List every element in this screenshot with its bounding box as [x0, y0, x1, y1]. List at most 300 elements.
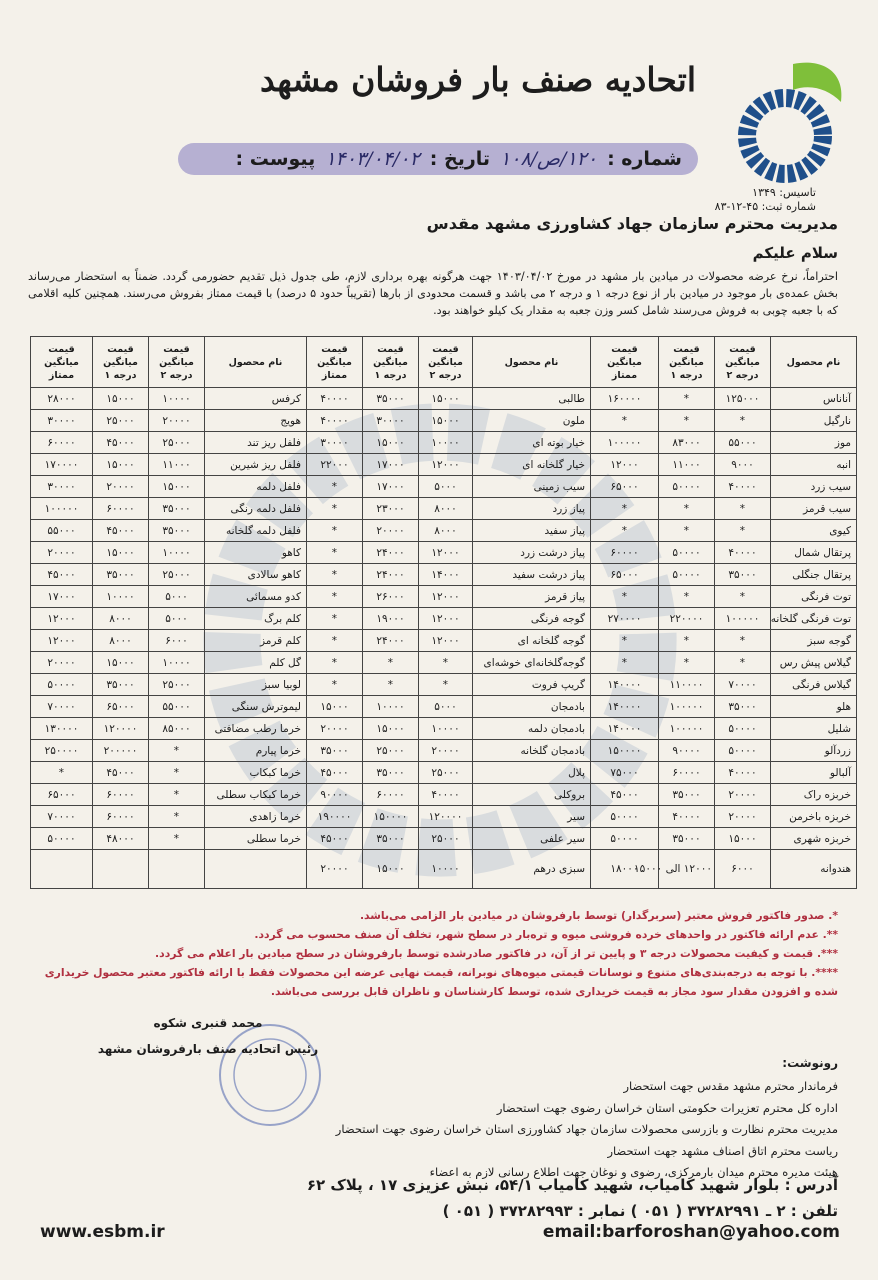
- price-cell: ۱۴۰۰۰۰: [591, 696, 659, 718]
- price-cell: ۵۰۰۰: [149, 586, 205, 608]
- product-name-cell: پرتقال جنگلی: [771, 564, 857, 586]
- table-row: [31, 476, 857, 498]
- product-name-cell: لوبیا سبز: [205, 674, 307, 696]
- product-name-cell: سیر علفی: [473, 828, 591, 850]
- table-row: [31, 762, 857, 784]
- price-cell: ۱۲۰۰۰: [31, 630, 93, 652]
- price-cell: ۱۰۰۰۰: [419, 432, 473, 454]
- price-cell: ۱۰۰۰۰: [93, 586, 149, 608]
- product-name-cell: خیار بوته ای: [473, 432, 591, 454]
- price-cell: *: [307, 608, 363, 630]
- table-row: [31, 608, 857, 630]
- price-cell: ۳۵۰۰۰: [715, 564, 771, 586]
- product-name-cell: طالبی: [473, 388, 591, 410]
- product-name-cell: سیر: [473, 806, 591, 828]
- price-cell: ۲۰۰۰۰: [307, 718, 363, 740]
- price-cell: ۷۰۰۰۰: [31, 696, 93, 718]
- price-cell: *: [659, 498, 715, 520]
- price-cell: ۴۵۰۰۰: [31, 564, 93, 586]
- price-cell: ۴۰۰۰۰: [715, 542, 771, 564]
- letter-body: احتراماً، نرخ عرضه محصولات در میادین بار مشهد در مورخ ۱۴۰۳/۰۴/۰۲ جهت هرگونه بهره برداری لازم، طی جدول ذیل تقدیم حضورمی گردد. ضمناً به استحضار می‌رساند بخش عمده‌ی بار موجود در میادین بار از نوع درجه ۱ و درجه ۲ می باشد و قسمت محدودی از بارها (تقریباً حدود ۵ درصد) با قیمت ممتاز بفروش می‌رسند. همچنین کلیه اقلامی که با جعبه چوبی به فروش می‌رسند شامل کسر وزن جعبه به مقدار یک کیلو خواهند بود.: [28, 270, 838, 317]
- price-cell: ۱۵۰۰۰: [93, 388, 149, 410]
- price-cell: ۲۷۰۰۰۰: [591, 608, 659, 630]
- price-cell: *: [149, 828, 205, 850]
- price-cell: ۱۵۰۰۰: [419, 388, 473, 410]
- table-row: [31, 410, 857, 432]
- price-cell: ۶۰۰۰۰: [93, 806, 149, 828]
- cc-list: [138, 1076, 838, 1184]
- product-name-cell: کیوی: [771, 520, 857, 542]
- product-name-cell: فلفل دلمه گلخانه: [205, 520, 307, 542]
- price-cell: ۲۴۰۰۰: [363, 564, 419, 586]
- header-name: نام محصول: [205, 337, 307, 388]
- product-name-cell: سبزی درهم: [473, 850, 591, 889]
- price-cell: ۱۰۰۰۰: [149, 652, 205, 674]
- price-cell: *: [363, 652, 419, 674]
- product-name-cell: خربزه شهری: [771, 828, 857, 850]
- price-cell: [149, 850, 205, 889]
- header-name: نام محصول: [771, 337, 857, 388]
- price-cell: ۱۶۰۰۰۰: [591, 388, 659, 410]
- table-row: [31, 652, 857, 674]
- reference-banner: [178, 143, 698, 175]
- price-cell: *: [307, 564, 363, 586]
- table-row: [31, 432, 857, 454]
- price-cell: *: [591, 652, 659, 674]
- signer-name: محمد قنبری شکوه: [153, 1016, 263, 1030]
- price-cell: ۵۰۰۰۰: [591, 828, 659, 850]
- product-name-cell: فلفل دلمه: [205, 476, 307, 498]
- product-name-cell: آلبالو: [771, 762, 857, 784]
- price-cell: ۷۰۰۰۰: [715, 674, 771, 696]
- product-name-cell: بادمجان دلمه: [473, 718, 591, 740]
- price-cell: ۵۵۰۰۰: [715, 432, 771, 454]
- price-cell: ۱۸۰۰۰: [591, 850, 659, 889]
- price-cell: ۱۵۰۰۰: [363, 718, 419, 740]
- price-cell: ۵۰۰۰۰: [659, 476, 715, 498]
- price-cell: *: [659, 630, 715, 652]
- price-cell: ۲۵۰۰۰: [419, 828, 473, 850]
- product-name-cell: خربزه راک: [771, 784, 857, 806]
- product-name-cell: بروکلی: [473, 784, 591, 806]
- footer-web: [40, 1222, 840, 1242]
- price-cell: ۲۲۰۰۰۰: [659, 608, 715, 630]
- price-cell: ۱۰۰۰۰: [149, 388, 205, 410]
- price-cell: *: [591, 586, 659, 608]
- product-name-cell: خرما کبکاب: [205, 762, 307, 784]
- product-name-cell: بادمجان گلخانه: [473, 740, 591, 762]
- header-g2: قیمت میانگین درجه ۲: [149, 337, 205, 388]
- header-premium: قیمت میانگین ممتاز: [307, 337, 363, 388]
- price-cell: ۱۳۰۰۰۰: [31, 718, 93, 740]
- product-name-cell: توت فرنگی: [771, 586, 857, 608]
- price-cell: ۳۰۰۰۰: [307, 432, 363, 454]
- table-row: [31, 850, 857, 889]
- price-cell: ۴۵۰۰۰: [93, 762, 149, 784]
- price-cell: ۶۰۰۰۰: [31, 432, 93, 454]
- price-cell: ۸۰۰۰: [419, 520, 473, 542]
- price-cell: ۳۵۰۰۰: [93, 564, 149, 586]
- price-cell: *: [715, 586, 771, 608]
- product-name-cell: نارگیل: [771, 410, 857, 432]
- product-name-cell: پلال: [473, 762, 591, 784]
- price-cell: ۲۵۰۰۰: [93, 410, 149, 432]
- price-cell: *: [307, 586, 363, 608]
- price-cell: ۴۰۰۰۰: [659, 806, 715, 828]
- price-cell: ۱۵۰۰۰۰: [591, 740, 659, 762]
- price-cell: ۱۲۰۰۰: [31, 608, 93, 630]
- price-cell: *: [591, 630, 659, 652]
- price-cell: ۱۰۰۰۰: [419, 718, 473, 740]
- header-g2: قیمت میانگین درجه ۲: [419, 337, 473, 388]
- price-cell: *: [307, 520, 363, 542]
- price-cell: ۵۰۰۰۰: [31, 828, 93, 850]
- price-cell: ۱۲۰۰۰۰: [419, 806, 473, 828]
- product-name-cell: انبه: [771, 454, 857, 476]
- footnotes: [18, 906, 838, 1001]
- price-cell: *: [31, 762, 93, 784]
- product-name-cell: خرما زاهدی: [205, 806, 307, 828]
- price-cell: ۲۰۰۰۰: [31, 542, 93, 564]
- product-name-cell: گوجه سبز: [771, 630, 857, 652]
- price-cell: ۲۸۰۰۰: [31, 388, 93, 410]
- price-cell: ۲۰۰۰۰: [149, 410, 205, 432]
- price-cell: *: [715, 652, 771, 674]
- price-cell: ۱۲۰۰۰: [591, 454, 659, 476]
- price-cell: ۲۰۰۰۰: [715, 784, 771, 806]
- price-cell: *: [149, 784, 205, 806]
- price-cell: ۱۵۰۰۰: [149, 476, 205, 498]
- price-cell: ۸۳۰۰۰: [659, 432, 715, 454]
- price-cell: *: [307, 498, 363, 520]
- product-name-cell: هلو: [771, 696, 857, 718]
- price-cell: ۴۵۰۰۰: [591, 784, 659, 806]
- price-cell: ۵۵۰۰۰: [149, 696, 205, 718]
- price-cell: ۴۰۰۰۰: [715, 762, 771, 784]
- price-cell: *: [307, 652, 363, 674]
- product-name-cell: سیب زمینی: [473, 476, 591, 498]
- product-name-cell: گوجه‌گلخانه‌ای خوشه‌ای: [473, 652, 591, 674]
- table-row: [31, 740, 857, 762]
- price-cell: ۱۱۰۰۰: [149, 454, 205, 476]
- signer-role: رئیس اتحادیه صنف بارفروشان مشهد: [97, 1042, 319, 1056]
- product-name-cell: هندوانه: [771, 850, 857, 889]
- product-name-cell: خرما کبکاب سطلی: [205, 784, 307, 806]
- price-cell: ۶۵۰۰۰: [93, 696, 149, 718]
- product-name-cell: پیاز درشت سفید: [473, 564, 591, 586]
- table-row: [31, 564, 857, 586]
- footer-contact: [38, 1172, 838, 1224]
- price-cell: ۳۰۰۰۰: [363, 410, 419, 432]
- number-label: شماره :: [607, 148, 682, 170]
- price-cell: ۴۰۰۰۰: [307, 410, 363, 432]
- price-cell: *: [307, 630, 363, 652]
- price-cell: ۲۵۰۰۰: [149, 564, 205, 586]
- price-cell: ۶۰۰۰۰: [93, 784, 149, 806]
- price-cell: ۱۵۰۰۰: [93, 542, 149, 564]
- price-cell: ۳۵۰۰۰: [307, 740, 363, 762]
- product-name-cell: زردآلو: [771, 740, 857, 762]
- product-name-cell: گل کلم: [205, 652, 307, 674]
- price-cell: ۲۴۰۰۰: [363, 542, 419, 564]
- price-cell: *: [419, 652, 473, 674]
- price-cell: *: [307, 542, 363, 564]
- table-row: [31, 542, 857, 564]
- price-cell: ۱۵۰۰۰: [715, 828, 771, 850]
- price-cell: ۶۰۰۰: [149, 630, 205, 652]
- price-cell: ۱۰۰۰۰: [149, 542, 205, 564]
- table-row: [31, 454, 857, 476]
- product-name-cell: پیاز زرد: [473, 498, 591, 520]
- price-cell: ۱۰۰۰۰۰: [591, 432, 659, 454]
- price-cell: ۶۰۰۰۰: [591, 542, 659, 564]
- number-value: ۱۲۰/ص/۱۰۸: [500, 148, 598, 170]
- attach-label: پیوست :: [235, 148, 316, 170]
- price-cell: ۱۰۰۰۰: [419, 850, 473, 889]
- price-cell: *: [419, 674, 473, 696]
- product-name-cell: خرما رطب مضافتی: [205, 718, 307, 740]
- product-name-cell: گیلاس فرنگی: [771, 674, 857, 696]
- price-cell: ۱۰۰۰۰۰: [715, 608, 771, 630]
- price-cell: ۶۵۰۰۰: [31, 784, 93, 806]
- price-cell: ۱۴۰۰۰۰: [591, 674, 659, 696]
- price-cell: ۴۰۰۰۰: [307, 388, 363, 410]
- price-cell: ۹۰۰۰: [715, 454, 771, 476]
- price-cell: *: [659, 520, 715, 542]
- price-cell: ۱۵۰۰۰: [93, 454, 149, 476]
- email-link[interactable]: email:barforoshan@yahoo.com: [542, 1222, 840, 1242]
- price-cell: ۲۵۰۰۰: [363, 740, 419, 762]
- cc-line: فرماندار محترم مشهد مقدس جهت استحضار: [623, 1079, 838, 1093]
- product-name-cell: فلفل ریز شیرین: [205, 454, 307, 476]
- price-cell: ۵۰۰۰۰: [659, 542, 715, 564]
- date-label: تاریخ :: [429, 148, 491, 170]
- price-cell: ۸۰۰۰: [419, 498, 473, 520]
- product-name-cell: [205, 850, 307, 889]
- product-name-cell: شلیل: [771, 718, 857, 740]
- price-cell: ۱۵۰۰۰۰: [363, 806, 419, 828]
- price-cell: ۸۰۰۰: [93, 630, 149, 652]
- price-cell: ۱۷۰۰۰: [31, 586, 93, 608]
- note-2: **. عدم ارائه فاکتور در واحدهای خرده فروشی میوه و تره‌بار در سطح شهر، تخلف آن صنف محسوب می گردد.: [254, 928, 838, 941]
- price-cell: *: [307, 674, 363, 696]
- table-header-row: [31, 337, 857, 388]
- cc-line: ریاست محترم اتاق اصناف مشهد جهت استحضار: [607, 1143, 838, 1158]
- price-cell: ۱۲۰۰۰: [419, 630, 473, 652]
- product-name-cell: خیار گلخانه ای: [473, 454, 591, 476]
- product-name-cell: گیلاس پیش رس: [771, 652, 857, 674]
- product-name-cell: پیاز قرمز: [473, 586, 591, 608]
- price-cell: *: [659, 388, 715, 410]
- product-name-cell: هویج: [205, 410, 307, 432]
- price-cell: ۲۰۰۰۰: [363, 520, 419, 542]
- product-name-cell: لیموترش سنگی: [205, 696, 307, 718]
- price-cell: ۳۵۰۰۰: [659, 784, 715, 806]
- price-cell: ۱۹۰۰۰: [363, 608, 419, 630]
- product-name-cell: فلفل دلمه رنگی: [205, 498, 307, 520]
- price-cell: ۴۸۰۰۰: [93, 828, 149, 850]
- product-name-cell: ملون: [473, 410, 591, 432]
- price-cell: ۴۰۰۰۰: [715, 476, 771, 498]
- price-cell: ۵۰۰۰: [419, 696, 473, 718]
- product-name-cell: کلم قرمز: [205, 630, 307, 652]
- price-cell: *: [307, 476, 363, 498]
- price-cell: ۳۵۰۰۰: [149, 498, 205, 520]
- price-cell: ۱۵۰۰۰: [419, 410, 473, 432]
- price-cell: ۲۶۰۰۰: [363, 586, 419, 608]
- price-cell: *: [715, 498, 771, 520]
- price-cell: ۱۴۰۰۰: [419, 564, 473, 586]
- table-row: [31, 630, 857, 652]
- price-cell: ۲۰۰۰۰: [307, 850, 363, 889]
- price-cell: ۵۰۰۰: [149, 608, 205, 630]
- product-name-cell: کاهو: [205, 542, 307, 564]
- footer-address: آدرس : بلوار شهید کامیاب، شهید کامیاب ۵۴/۱، نبش عزیزی ۱۷ ، پلاک ۶۲: [306, 1176, 838, 1194]
- note-1: *. صدور فاکتور فروش معتبر (سربرگدار) توسط بارفروشان در میادین بار الزامی می‌باشد.: [359, 909, 838, 922]
- price-cell: ۶۰۰۰۰: [93, 498, 149, 520]
- table-row: [31, 388, 857, 410]
- price-cell: [93, 850, 149, 889]
- price-cell: ۱۷۰۰۰۰: [31, 454, 93, 476]
- table-row: [31, 498, 857, 520]
- date-value: ۱۴۰۳/۰۴/۰۲: [325, 148, 420, 170]
- price-cell: ۶۰۰۰: [715, 850, 771, 889]
- price-cell: ۵۰۰۰: [419, 476, 473, 498]
- price-cell: ۱۱۰۰۰۰: [659, 674, 715, 696]
- note-4: ****. با توجه به درجه‌بندی‌های متنوع و نوسانات قیمتی میوه‌های نوبرانه، قیمت نهایی عرضه این محصولات فقط با ارائه فاکتور معتبر محصول خریداری شده و افزودن مقدار سود مجاز به قیمت خریداری شده، توسط کارشناسان و ناظران قابل بررسی می‌باشد.: [44, 966, 838, 998]
- price-cell: *: [149, 762, 205, 784]
- header-g1: قیمت میانگین درجه ۱: [93, 337, 149, 388]
- price-cell: ۸۰۰۰: [93, 608, 149, 630]
- product-name-cell: سیب قرمز: [771, 498, 857, 520]
- price-cell: ۱۷۰۰۰: [363, 454, 419, 476]
- price-cell: *: [659, 586, 715, 608]
- product-name-cell: پیاز درشت زرد: [473, 542, 591, 564]
- price-cell: ۲۵۰۰۰۰: [31, 740, 93, 762]
- price-cell: ۲۰۰۰۰: [715, 806, 771, 828]
- price-cell: *: [591, 520, 659, 542]
- price-cell: *: [363, 674, 419, 696]
- price-cell: ۵۵۰۰۰: [31, 520, 93, 542]
- price-cell: *: [715, 410, 771, 432]
- price-cell: ۸۵۰۰۰: [149, 718, 205, 740]
- price-cell: ۳۵۰۰۰: [363, 388, 419, 410]
- price-cell: ۳۰۰۰۰: [31, 410, 93, 432]
- price-cell: ۳۵۰۰۰: [363, 762, 419, 784]
- price-cell: ۲۰۰۰۰: [419, 740, 473, 762]
- header-g1: قیمت میانگین درجه ۱: [363, 337, 419, 388]
- product-name-cell: سیب زرد: [771, 476, 857, 498]
- product-name-cell: کدو مسمائی: [205, 586, 307, 608]
- footer-phone: تلفن : ۲ ـ ۳۷۲۸۲۹۹۱ ( ۰۵۱ ) نمابر : ۳۷۲۸۲۹۹۳ ( ۰۵۱ ): [442, 1202, 838, 1220]
- price-cell: ۵۰۰۰۰: [715, 740, 771, 762]
- price-cell: ۱۰۰۰۰: [363, 696, 419, 718]
- price-cell: ۱۲۰۰۰: [419, 586, 473, 608]
- cc-line: هیئت مدیره محترم میدان بارمرکزی، رضوی و نوغان جهت اطلاع رسانی لازم به اعضاء: [429, 1165, 838, 1179]
- price-cell: ۱۲۰۰۰: [419, 454, 473, 476]
- note-3: ***. قیمت و کیفیت محصولات درجه ۳ و پایین تر از آن، در فاکتور صادرشده توسط بارفروشان در سطح میادین بار اعلام می گردد.: [155, 947, 838, 960]
- product-name-cell: کرفس: [205, 388, 307, 410]
- price-cell: ۲۰۰۰۰: [31, 652, 93, 674]
- product-name-cell: گوجه فرنگی: [473, 608, 591, 630]
- price-cell: [31, 850, 93, 889]
- price-cell: ۲۴۰۰۰: [363, 630, 419, 652]
- header-g1: قیمت میانگین درجه ۱: [659, 337, 715, 388]
- price-cell: *: [715, 520, 771, 542]
- price-cell: ۴۵۰۰۰: [93, 432, 149, 454]
- price-cell: ۲۲۰۰۰: [307, 454, 363, 476]
- price-cell: ۵۰۰۰۰: [659, 564, 715, 586]
- signature-block: [78, 1010, 338, 1062]
- price-cell: ۹۰۰۰۰: [307, 784, 363, 806]
- header-g2: قیمت میانگین درجه ۲: [715, 337, 771, 388]
- price-cell: ۵۰۰۰۰: [31, 674, 93, 696]
- establishment-info: [715, 186, 816, 214]
- price-cell: ۱۴۰۰۰۰: [591, 718, 659, 740]
- reg-number: شماره ثبت: ۴۵-۱۲-۸۳: [714, 200, 816, 213]
- price-cell: ۱۲۰۰۰ الی ۱۵۰۰۰: [659, 850, 715, 889]
- product-name-cell: پیاز سفید: [473, 520, 591, 542]
- price-cell: ۱۵۰۰۰: [363, 432, 419, 454]
- union-title: اتحادیه صنف بار فروشان مشهد: [259, 60, 697, 99]
- price-cell: ۲۵۰۰۰: [149, 432, 205, 454]
- product-name-cell: گریپ فروت: [473, 674, 591, 696]
- website-link[interactable]: www.esbm.ir: [40, 1222, 165, 1242]
- product-name-cell: موز: [771, 432, 857, 454]
- price-cell: ۶۰۰۰۰: [659, 762, 715, 784]
- price-cell: *: [591, 410, 659, 432]
- table-row: [31, 586, 857, 608]
- est-year: تاسیس: ۱۳۴۹: [752, 186, 816, 199]
- product-name-cell: خرما پیارم: [205, 740, 307, 762]
- price-table: [30, 336, 857, 889]
- table-row: [31, 674, 857, 696]
- price-cell: ۳۵۰۰۰: [363, 828, 419, 850]
- price-cell: *: [659, 652, 715, 674]
- product-name-cell: گوجه گلخانه ای: [473, 630, 591, 652]
- price-cell: ۱۱۰۰۰: [659, 454, 715, 476]
- union-logo-icon: [723, 58, 848, 188]
- price-cell: ۴۰۰۰۰: [419, 784, 473, 806]
- price-cell: ۱۰۰۰۰۰: [659, 718, 715, 740]
- price-cell: ۶۰۰۰۰: [363, 784, 419, 806]
- cc-label: رونوشت:: [782, 1056, 838, 1070]
- price-cell: ۱۹۰۰۰۰: [307, 806, 363, 828]
- price-cell: ۴۵۰۰۰: [307, 762, 363, 784]
- price-cell: ۳۵۰۰۰: [715, 696, 771, 718]
- product-name-cell: کلم برگ: [205, 608, 307, 630]
- price-cell: ۳۵۰۰۰: [149, 520, 205, 542]
- product-name-cell: خربزه باخرمن: [771, 806, 857, 828]
- price-cell: *: [591, 498, 659, 520]
- table-row: [31, 828, 857, 850]
- table-row: [31, 696, 857, 718]
- price-cell: ۵۰۰۰۰: [591, 806, 659, 828]
- price-cell: *: [149, 806, 205, 828]
- header-name: نام محصول: [473, 337, 591, 388]
- table-row: [31, 806, 857, 828]
- price-cell: ۳۰۰۰۰: [31, 476, 93, 498]
- price-cell: ۱۷۰۰۰: [363, 476, 419, 498]
- price-cell: ۴۵۰۰۰: [307, 828, 363, 850]
- product-name-cell: توت فرنگی گلخانه: [771, 608, 857, 630]
- recipient: مدیریت محترم سازمان جهاد کشاورزی مشهد مقدس: [426, 214, 838, 233]
- price-cell: ۳۵۰۰۰: [659, 828, 715, 850]
- header-premium: قیمت میانگین ممتاز: [31, 337, 93, 388]
- price-cell: *: [715, 630, 771, 652]
- product-name-cell: کاهو سالادی: [205, 564, 307, 586]
- price-cell: ۱۲۰۰۰۰: [93, 718, 149, 740]
